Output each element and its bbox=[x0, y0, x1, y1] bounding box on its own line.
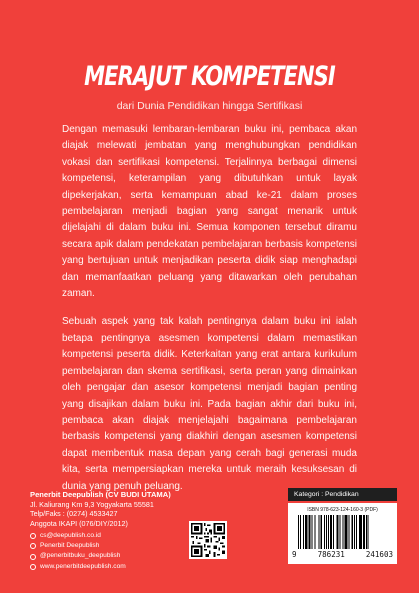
publisher-membership: Anggota IKAPI (076/DIY/2012) bbox=[30, 518, 128, 528]
book-title: MERAJUT KOMPETENSI bbox=[84, 61, 335, 92]
barcode-digit-group-2: 241603 bbox=[365, 550, 393, 559]
instagram-icon bbox=[30, 554, 36, 560]
book-subtitle: dari Dunia Pendidikan hingga Sertifikasi bbox=[116, 100, 303, 112]
publisher-phone: Telp/Faks : (0274) 4533427 bbox=[30, 509, 118, 519]
globe-icon bbox=[30, 564, 36, 570]
qr-code[interactable] bbox=[189, 521, 227, 559]
barcode-digit-group-1: 786231 bbox=[317, 550, 345, 559]
contact-list bbox=[30, 531, 126, 572]
isbn-barcode bbox=[288, 503, 397, 564]
facebook-icon bbox=[30, 543, 36, 549]
contact-facebook[interactable] bbox=[30, 541, 126, 551]
barcode-bars bbox=[298, 515, 390, 549]
publisher-address: Jl. Kaliurang Km 9,3 Yogyakarta 55581 bbox=[30, 499, 154, 509]
qr-code-graphic bbox=[191, 523, 225, 557]
contact-facebook-text: Penerbit Deepublish bbox=[40, 542, 100, 550]
email-icon bbox=[30, 533, 36, 539]
synopsis bbox=[62, 122, 357, 495]
contact-email-text: cs@deepublish.co.id bbox=[40, 532, 101, 539]
contact-website[interactable] bbox=[30, 562, 126, 572]
synopsis-paragraph-2: Sebuah aspek yang tak kalah pentingnya dalam buku ini ialah betapa pentingnya asesmen kompetensi dalam memastikan kompetensi peserta didik. Keterkaitan yang erat antara kurikulum pembelajaran dan skema sertifikasi, serta peran yang dimainkan oleh pengajar dan asesor kompetensi menjadi bagian penting yang disajikan dalam buku ini. Pada bagian akhir dari buku ini, pembaca akan diajak menjelajahi bagaimana pembelajaran berbasis kompetensi yang diakhiri dengan asesmen kompetensi dapat membentuk masa depan yang cerah bagi generasi muda kita, serta mempersiapkan mereka untuk meraih kesuksesan di dunia yang penuh peluang. bbox=[62, 316, 357, 492]
contact-website-text: www.penerbitdeepublish.com bbox=[40, 562, 126, 570]
contact-instagram-text: @penerbitbuku_deepublish bbox=[40, 552, 121, 560]
publisher-info bbox=[30, 490, 171, 528]
contact-instagram[interactable] bbox=[30, 551, 126, 561]
barcode-graphic bbox=[298, 515, 390, 549]
barcode-digit-first: 9 bbox=[292, 550, 297, 559]
category-label: Kategori : Pendidikan bbox=[288, 488, 397, 501]
publisher-name: Penerbit Deepublish (CV BUDI UTAMA) bbox=[30, 490, 171, 499]
barcode-digits bbox=[292, 550, 393, 559]
synopsis-paragraph-1: Dengan memasuki lembaran-lembaran buku ini, pembaca akan diajak melewati jembatan yang menghubungkan pendidikan vokasi dan sertifikasi kompetensi. Terjalinnya berbagai dimensi kompetensi, keterampilan yang dibutuhkan untuk layak dipekerjakan, serta kemampuan abad ke-21 dalam proses pembelajaran menjadi bagian yang sangat menarik untuk dijelajahi di dalam buku ini. Semua komponen tersebut diramu secara apik dalam pendekatan pembelajaran berbasis kompetensi yang bertujuan untuk menjadikan peserta didik siap menghadapi dan memanfaatkan peluang yang ditawarkan oleh perubahan zaman. bbox=[62, 124, 357, 300]
contact-email[interactable] bbox=[30, 531, 126, 541]
isbn-number: ISBN 978-623-124-160-3 (PDF) bbox=[307, 507, 378, 513]
